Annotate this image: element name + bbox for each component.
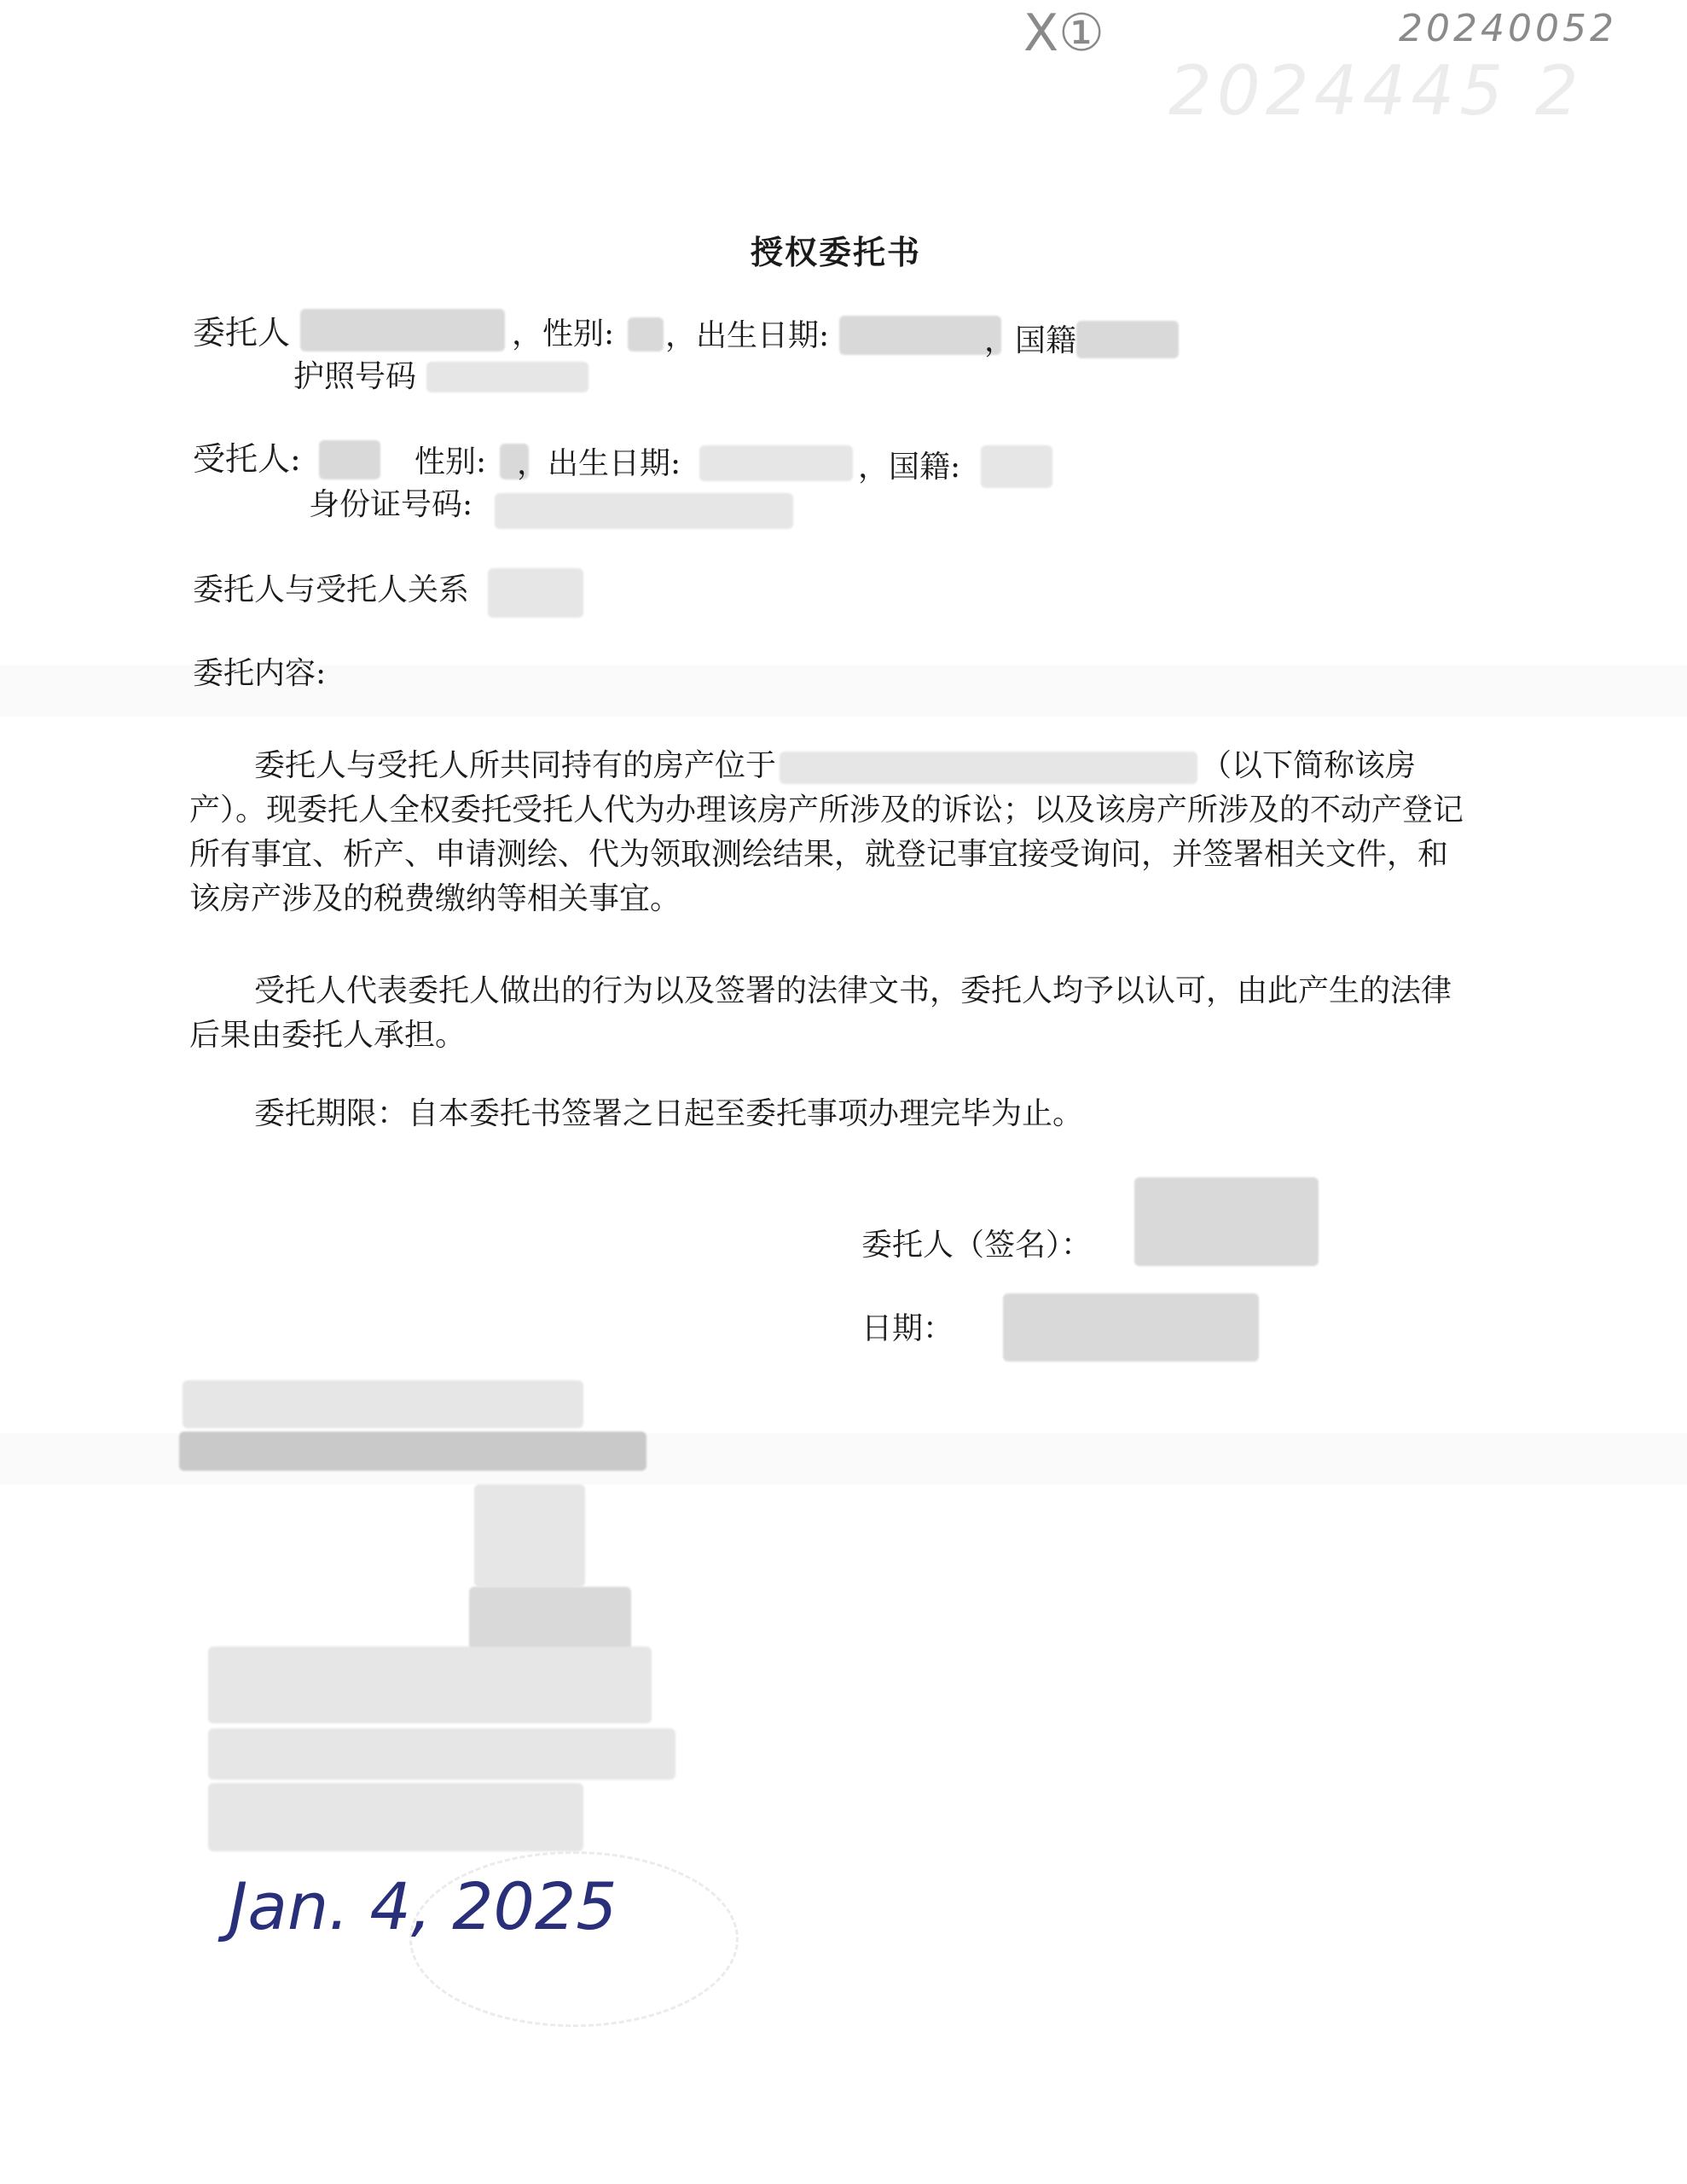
paragraph-authorization-start: 委托人与受托人所共同持有的房产位于 — [254, 748, 777, 783]
redacted-agent-nationality — [981, 445, 1052, 488]
redacted-property-address — [780, 752, 1197, 784]
redacted-principal-birthdate — [839, 316, 1001, 355]
principal-label: 委托人 — [193, 314, 291, 351]
redacted-passport-number — [426, 362, 588, 392]
date-label: 日期： — [861, 1311, 954, 1346]
agent-birth-label: ，出生日期: — [517, 446, 681, 481]
redacted-stamp-fragment — [474, 1484, 585, 1587]
redacted-id-number — [495, 493, 793, 529]
principal-nationality-label: ，国籍 — [984, 323, 1077, 358]
pencil-number: 20240052 — [1399, 7, 1617, 50]
agent-label: 受托人: — [193, 440, 301, 478]
pencil-mark: X① — [1023, 3, 1104, 63]
relation-label: 委托人与受托人关系 — [193, 572, 470, 607]
paragraph-term: 委托期限：自本委托书签署之日起至委托事项办理完毕为止。 — [254, 1096, 1084, 1131]
redacted-notary-stamp — [208, 1728, 675, 1780]
paragraph-liability: 受托人代表委托人做出的行为以及签署的法律文书，委托人均予以认可，由此产生的法律后果由委托人承担。 — [189, 973, 1452, 1053]
paragraph-authorization — [189, 744, 1469, 921]
handwritten-notary-date: Jan. 4, 2025 — [229, 1868, 617, 1944]
principal-gender-label: ，性别: — [512, 317, 615, 351]
redacted-agent-name — [319, 440, 380, 479]
content-heading: 委托内容: — [193, 656, 327, 691]
redacted-principal-gender — [628, 317, 664, 351]
redacted-signature — [1134, 1177, 1319, 1266]
redacted-principal-name — [300, 309, 505, 351]
redacted-principal-nationality — [1076, 321, 1179, 358]
faint-pencil-number: 2024445 2 — [1168, 51, 1584, 131]
redacted-notary-stamp — [208, 1783, 583, 1851]
redacted-notary-text — [179, 1432, 646, 1471]
signature-label: 委托人（签名）： — [861, 1228, 1093, 1263]
passport-label: 护照号码 — [293, 359, 417, 394]
agent-gender-label: 性别: — [415, 444, 487, 479]
agent-nationality-label: ，国籍: — [858, 450, 961, 485]
id-number-label: 身份证号码: — [309, 487, 473, 522]
redacted-relation — [488, 568, 583, 618]
paragraph-authorization-rest: （以下简称该房产）。现委托人全权委托受托人代为办理该房产所涉及的诉讼；以及该房产所涉及的不动产登记所有事宜、析产、申请测绘、代为领取测绘结果，就登记事宜接受询问，并签署相关文件，和该房产涉及的税费缴纳等相关事宜。 — [189, 748, 1464, 916]
redacted-notary-text — [183, 1380, 583, 1428]
redacted-notary-stamp — [208, 1647, 652, 1723]
redacted-signing-date — [1003, 1293, 1259, 1362]
principal-birth-label: ，出生日期: — [665, 318, 830, 353]
redacted-agent-birthdate — [699, 445, 853, 481]
document-title: 授权委托书 — [751, 233, 922, 271]
